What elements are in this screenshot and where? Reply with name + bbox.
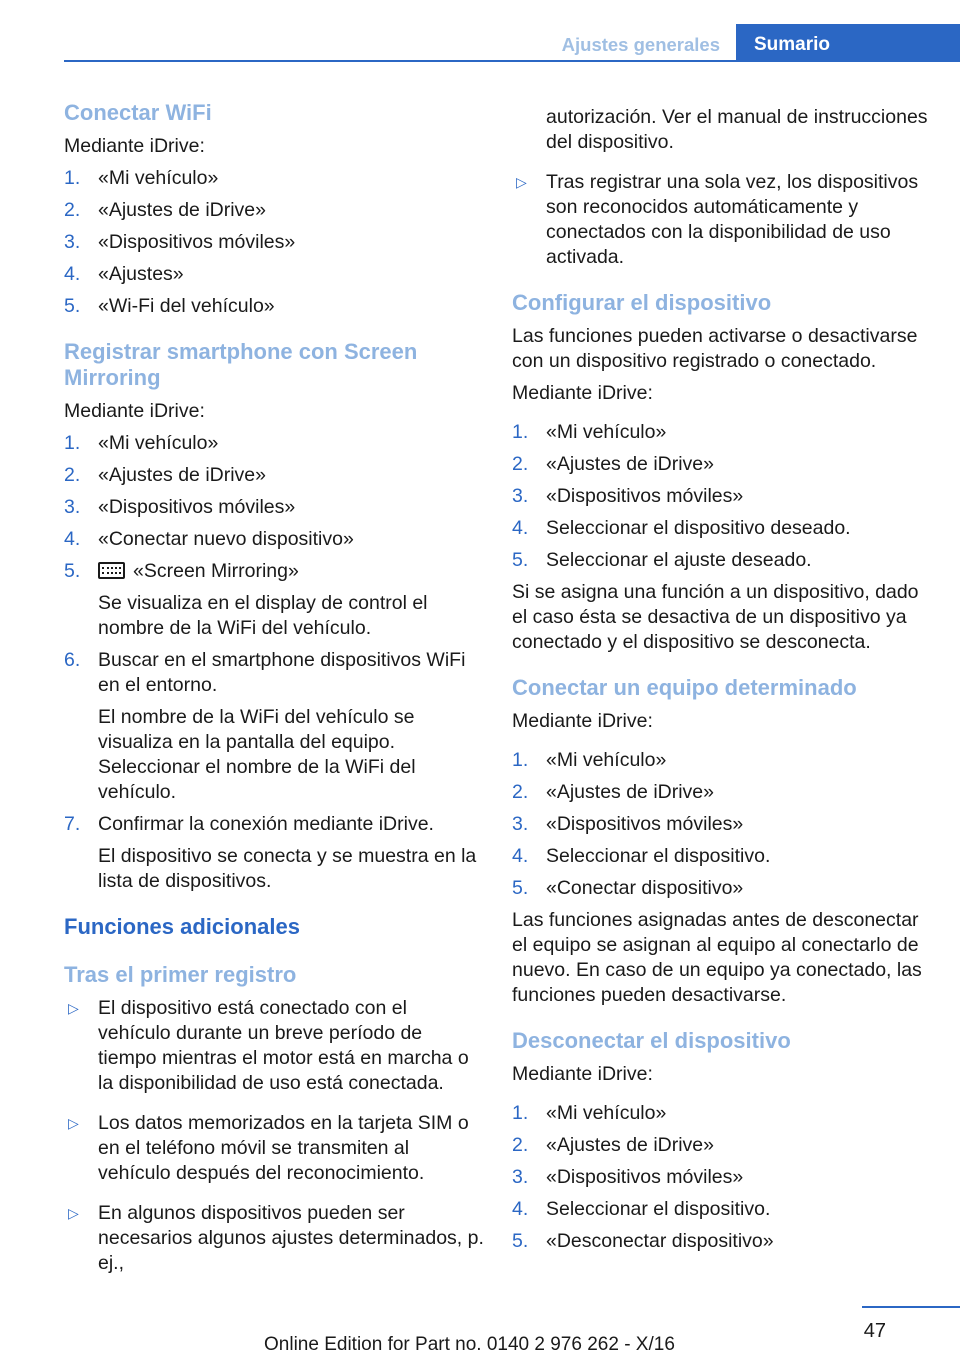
page-number: 47 <box>863 1320 886 1342</box>
list-item: 5. «Conectar dispositivo» <box>512 877 744 899</box>
intro-text: Mediante iDrive: <box>512 710 653 732</box>
intro-text: Mediante iDrive: <box>64 400 205 422</box>
list-item: 1. «Mi vehículo» <box>512 749 667 771</box>
bullet-list <box>64 996 484 1276</box>
triangle-bullet-icon: ▷ <box>516 174 527 190</box>
paragraph: Si se asigna una función a un dispositivo, dado el caso ésta se desactiva de un dispositivo ya conectado y el dispositivo se desconecta. <box>512 581 919 653</box>
steps-list <box>64 431 484 894</box>
list-item: 3. «Dispositivos móviles» <box>512 1166 744 1188</box>
tab-sumario[interactable]: Sumario <box>736 24 960 62</box>
bullet-list <box>512 105 932 270</box>
triangle-bullet-icon: ▷ <box>68 1000 79 1016</box>
list-item: ▷ En algunos dispositivos pueden ser necesarios algunos ajustes determinados, p. ej., <box>68 1202 484 1274</box>
list-item: 1. «Mi vehículo» <box>64 432 219 454</box>
list-item: 5. «Screen Mirroring» Se visualiza en el display de control el nombre de la WiFi del vehículo. <box>64 560 428 639</box>
list-item: 2. «Ajustes de iDrive» <box>512 781 714 803</box>
list-item: 5. Seleccionar el ajuste deseado. <box>512 549 812 571</box>
screen-mirroring-icon <box>98 562 125 579</box>
list-item: 4. Seleccionar el dispositivo. <box>512 1198 771 1220</box>
intro-text: Mediante iDrive: <box>64 135 205 157</box>
list-item: 3. «Dispositivos móviles» <box>512 485 744 507</box>
triangle-bullet-icon: ▷ <box>68 1205 79 1221</box>
list-item: 1. «Mi vehículo» <box>512 421 667 443</box>
intro-text: Mediante iDrive: <box>512 1063 653 1085</box>
section-title-desconectar: Desconectar el dispositivo <box>512 1028 791 1053</box>
list-item: ▷ Los datos memorizados en la tarjeta SIM o en el teléfono móvil se transmiten al vehículo después del reconocimiento. <box>68 1112 469 1184</box>
list-item: 7. Confirmar la conexión mediante iDrive. El dispositivo se conecta y se muestra en la lista de dispositivos. <box>64 813 477 892</box>
list-item: 4. Seleccionar el dispositivo. <box>512 845 771 867</box>
header-rule <box>64 60 960 62</box>
list-item: 3. «Dispositivos móviles» <box>512 813 744 835</box>
list-item: ▷ Tras registrar una sola vez, los dispositivos son reconocidos automáticamente y conectados con la disponibilidad de uso activada. <box>516 171 919 268</box>
list-item: 3. «Dispositivos móviles» <box>64 496 296 518</box>
section-title-primer-registro: Tras el primer registro <box>64 962 297 987</box>
steps-list <box>512 420 932 573</box>
section-title-funciones: Funciones adicionales <box>64 914 300 939</box>
list-item: 2. «Ajustes de iDrive» <box>512 1134 714 1156</box>
list-item: 5. «Wi-Fi del vehículo» <box>64 295 275 317</box>
section-title-conectar-equipo: Conectar un equipo determinado <box>512 675 857 700</box>
section-title-configurar: Configurar el dispositivo <box>512 290 772 315</box>
list-item: 1. «Mi vehículo» <box>64 167 219 189</box>
list-item: 4. «Conectar nuevo dispositivo» <box>64 528 354 550</box>
section-label: Ajustes generales <box>561 34 720 55</box>
list-item: 2. «Ajustes de iDrive» <box>512 453 714 475</box>
list-item: 6. Buscar en el smartphone dispositivos WiFi en el entorno. El nombre de la WiFi del vehículo se visualiza en la pantalla del equipo. Seleccionar el nombre de la WiFi del vehículo. <box>64 649 466 803</box>
paragraph: Las funciones asignadas antes de desconectar el equipo se asignan al equipo al conectarlo de nuevo. En caso de un equipo ya conectado, las funciones pueden desactivarse. <box>512 909 922 1006</box>
steps-list <box>512 748 932 901</box>
list-item: 4. «Ajustes» <box>64 263 184 285</box>
left-column <box>64 100 484 1296</box>
list-item: 5. «Desconectar dispositivo» <box>512 1230 774 1252</box>
intro-text: Mediante iDrive: <box>512 382 653 404</box>
list-item: 2. «Ajustes de iDrive» <box>64 199 266 221</box>
list-item: autorización. Ver el manual de instrucciones del dispositivo. <box>546 106 928 153</box>
list-item: 1. «Mi vehículo» <box>512 1102 667 1124</box>
triangle-bullet-icon: ▷ <box>68 1115 79 1131</box>
page-header <box>0 24 960 62</box>
steps-list <box>512 1101 932 1254</box>
footer-rule <box>862 1306 960 1308</box>
steps-list <box>64 166 484 319</box>
section-title-conectar-wifi: Conectar WiFi <box>64 100 212 125</box>
section-title-screen-mirroring: Registrar smartphone con Screen Mirroring <box>64 339 418 390</box>
right-column <box>512 105 932 1274</box>
list-item: 4. Seleccionar el dispositivo deseado. <box>512 517 851 539</box>
paragraph: Las funciones pueden activarse o desactivarse con un dispositivo registrado o conectado. <box>512 325 918 372</box>
edition-text: Online Edition for Part no. 0140 2 976 262 - X/16 <box>264 1334 675 1355</box>
list-item: 3. «Dispositivos móviles» <box>64 231 296 253</box>
list-item: 2. «Ajustes de iDrive» <box>64 464 266 486</box>
list-item: ▷ El dispositivo está conectado con el vehículo durante un breve período de tiempo mientras el motor está en marcha o la disponibilidad de uso está conectada. <box>68 997 469 1094</box>
